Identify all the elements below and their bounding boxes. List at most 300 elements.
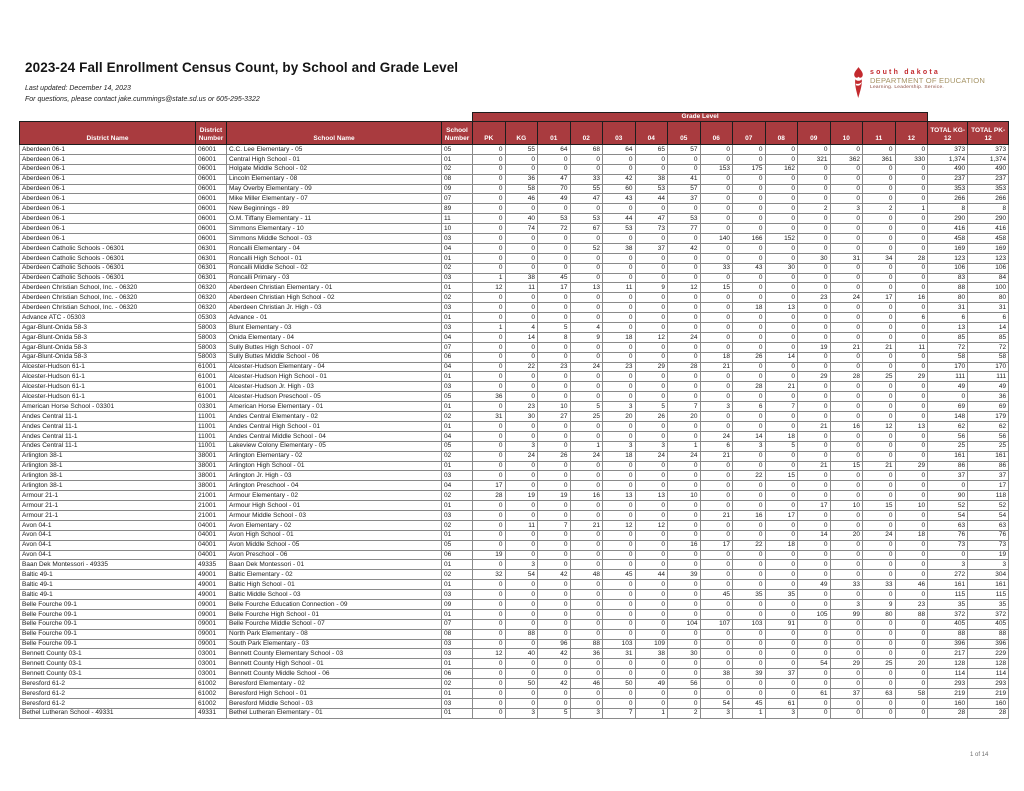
grade-08-cell: 162 <box>765 164 798 174</box>
grade-02-cell: 0 <box>570 313 603 323</box>
school-name-cell: Armour Elementary - 02 <box>227 491 442 501</box>
district-number-cell: 09001 <box>196 629 227 639</box>
grade-03-cell: 0 <box>603 560 636 570</box>
grade-04-cell: 0 <box>635 392 668 402</box>
grade-11-cell: 0 <box>863 224 896 234</box>
school-name-cell: Beresford Elementary - 02 <box>227 679 442 689</box>
grade-09-cell: 23 <box>798 293 831 303</box>
grade-11-cell: 0 <box>863 243 896 253</box>
district-name-cell: Aberdeen 06-1 <box>20 224 196 234</box>
grade-03-cell: 0 <box>603 431 636 441</box>
grade-11-cell: 0 <box>863 402 896 412</box>
total-kg12-cell: 52 <box>928 501 968 511</box>
grade-11-cell: 0 <box>863 510 896 520</box>
total-kg12-cell: 8 <box>928 204 968 214</box>
grade-12-cell: 16 <box>895 293 928 303</box>
grade-01-cell: 42 <box>538 679 571 689</box>
grade-04-cell: 0 <box>635 323 668 333</box>
grade-04-cell: 0 <box>635 669 668 679</box>
grade-09-cell: 0 <box>798 352 831 362</box>
grade-02-cell: 0 <box>570 560 603 570</box>
total-kg12-cell: 54 <box>928 510 968 520</box>
grade-07-cell: 26 <box>733 352 766 362</box>
grade-09-cell: 2 <box>798 204 831 214</box>
total-kg12-cell: 111 <box>928 372 968 382</box>
grade-07-cell: 0 <box>733 520 766 530</box>
grade-02-cell: 0 <box>570 540 603 550</box>
grade-07-cell: 0 <box>733 609 766 619</box>
grade-04-cell: 0 <box>635 461 668 471</box>
total-pk12-cell: 160 <box>968 698 1009 708</box>
school-number-cell: 03 <box>442 639 473 649</box>
grade-03-cell: 0 <box>603 540 636 550</box>
school-number-cell: 06 <box>442 669 473 679</box>
grade-07-cell: 0 <box>733 184 766 194</box>
district-name-cell: Aberdeen 06-1 <box>20 234 196 244</box>
grade-10-cell: 16 <box>830 421 863 431</box>
table-row <box>20 273 1009 283</box>
grade-11-cell: 0 <box>863 639 896 649</box>
district-number-cell: 06001 <box>196 164 227 174</box>
grade-01-cell: 0 <box>538 253 571 263</box>
school-name-cell: Bethel Lutheran Elementary - 01 <box>227 708 442 718</box>
school-number-cell: 02 <box>442 412 473 422</box>
total-pk12-cell: 161 <box>968 451 1009 461</box>
school-number-cell: 89 <box>442 204 473 214</box>
grade-03-cell: 0 <box>603 599 636 609</box>
grade-12-cell: 28 <box>895 253 928 263</box>
total-kg12-cell: 0 <box>928 392 968 402</box>
school-name-cell: Andes Central Middle School - 04 <box>227 431 442 441</box>
grade-10-cell: 0 <box>830 283 863 293</box>
school-number-cell: 09 <box>442 599 473 609</box>
school-number-cell: 02 <box>442 263 473 273</box>
grade-04-cell: 0 <box>635 164 668 174</box>
col-header-school-number: School Number <box>442 122 473 145</box>
grade-10-cell: 0 <box>830 481 863 491</box>
grade-pk-cell: 0 <box>473 520 506 530</box>
grade-05-cell: 0 <box>668 501 701 511</box>
grade-05-cell: 0 <box>668 629 701 639</box>
table-header <box>20 113 1009 145</box>
table-row <box>20 659 1009 669</box>
table-row <box>20 402 1009 412</box>
district-number-cell: 06320 <box>196 303 227 313</box>
total-pk12-cell: 62 <box>968 421 1009 431</box>
grade-01-cell: 0 <box>538 154 571 164</box>
grade-06-cell: 0 <box>700 174 733 184</box>
grade-07-cell: 0 <box>733 649 766 659</box>
total-kg12-cell: 13 <box>928 323 968 333</box>
grade-02-cell: 0 <box>570 629 603 639</box>
school-number-cell: 01 <box>442 313 473 323</box>
school-name-cell: Beresford High School - 01 <box>227 688 442 698</box>
grade-08-cell: 0 <box>765 451 798 461</box>
grade-kg-cell: 0 <box>505 263 538 273</box>
grade-02-cell: 0 <box>570 303 603 313</box>
grade-03-cell: 0 <box>603 698 636 708</box>
school-name-cell: Roncalli Primary - 03 <box>227 273 442 283</box>
district-name-cell: Agar-Blunt-Onida 58-3 <box>20 352 196 362</box>
district-name-cell: Andes Central 11-1 <box>20 441 196 451</box>
grade-07-cell: 0 <box>733 224 766 234</box>
grade-08-cell: 0 <box>765 224 798 234</box>
grade-pk-cell: 0 <box>473 194 506 204</box>
grade-07-cell: 0 <box>733 659 766 669</box>
grade-08-cell: 13 <box>765 303 798 313</box>
table-row <box>20 382 1009 392</box>
col-header-09: 09 <box>798 122 831 145</box>
district-number-cell: 06301 <box>196 273 227 283</box>
grade-02-cell: 68 <box>570 145 603 155</box>
district-number-cell: 38001 <box>196 451 227 461</box>
grade-01-cell: 0 <box>538 372 571 382</box>
grade-05-cell: 77 <box>668 224 701 234</box>
grade-03-cell: 0 <box>603 323 636 333</box>
grade-03-cell: 0 <box>603 659 636 669</box>
district-name-cell: Baan Dek Montessori - 49335 <box>20 560 196 570</box>
total-kg12-cell: 490 <box>928 164 968 174</box>
table-row <box>20 461 1009 471</box>
grade-pk-cell: 0 <box>473 609 506 619</box>
grade-05-cell: 41 <box>668 174 701 184</box>
grade-01-cell: 0 <box>538 540 571 550</box>
grade-08-cell: 0 <box>765 362 798 372</box>
grade-pk-cell: 0 <box>473 362 506 372</box>
grade-pk-cell: 1 <box>473 323 506 333</box>
grade-03-cell: 0 <box>603 392 636 402</box>
grade-10-cell: 0 <box>830 550 863 560</box>
grade-06-cell: 0 <box>700 224 733 234</box>
total-pk12-cell: 85 <box>968 332 1009 342</box>
district-number-cell: 49331 <box>196 708 227 718</box>
grade-05-cell: 0 <box>668 263 701 273</box>
grade-02-cell: 52 <box>570 243 603 253</box>
grade-07-cell: 22 <box>733 540 766 550</box>
grade-06-cell: 0 <box>700 303 733 313</box>
grade-04-cell: 0 <box>635 550 668 560</box>
grade-04-cell: 109 <box>635 639 668 649</box>
table-row <box>20 283 1009 293</box>
grade-05-cell: 0 <box>668 550 701 560</box>
grade-01-cell: 0 <box>538 392 571 402</box>
grade-08-cell: 0 <box>765 214 798 224</box>
grade-12-cell: 0 <box>895 669 928 679</box>
grade-10-cell: 99 <box>830 609 863 619</box>
grade-12-cell: 0 <box>895 540 928 550</box>
grade-02-cell: 1 <box>570 441 603 451</box>
grade-11-cell: 0 <box>863 471 896 481</box>
district-number-cell: 06301 <box>196 263 227 273</box>
grade-03-cell: 0 <box>603 352 636 362</box>
grade-09-cell: 0 <box>798 283 831 293</box>
total-kg12-cell: 83 <box>928 273 968 283</box>
grade-11-cell: 0 <box>863 698 896 708</box>
grade-01-cell: 47 <box>538 174 571 184</box>
grade-04-cell: 0 <box>635 204 668 214</box>
grade-03-cell: 18 <box>603 451 636 461</box>
grade-04-cell: 0 <box>635 599 668 609</box>
school-name-cell: Mike Miller Elementary - 07 <box>227 194 442 204</box>
total-pk12-cell: 266 <box>968 194 1009 204</box>
grade-12-cell: 0 <box>895 164 928 174</box>
grade-10-cell: 0 <box>830 313 863 323</box>
grade-09-cell: 0 <box>798 224 831 234</box>
grade-09-cell: 0 <box>798 431 831 441</box>
grade-05-cell: 0 <box>668 154 701 164</box>
grade-03-cell: 103 <box>603 639 636 649</box>
total-kg12-cell: 72 <box>928 342 968 352</box>
grade-07-cell: 3 <box>733 441 766 451</box>
total-kg12-cell: 63 <box>928 520 968 530</box>
school-number-cell: 02 <box>442 164 473 174</box>
grade-kg-cell: 36 <box>505 174 538 184</box>
grade-02-cell: 0 <box>570 619 603 629</box>
col-header-pk: PK <box>473 122 506 145</box>
grade-level-band: Grade Level <box>473 113 928 122</box>
school-name-cell: Bennett County Elementary School - 03 <box>227 649 442 659</box>
grade-06-cell: 0 <box>700 580 733 590</box>
grade-11-cell: 0 <box>863 560 896 570</box>
grade-03-cell: 0 <box>603 481 636 491</box>
total-kg12-cell: 123 <box>928 253 968 263</box>
grade-04-cell: 0 <box>635 619 668 629</box>
school-name-cell: Baltic Elementary - 02 <box>227 570 442 580</box>
grade-08-cell: 0 <box>765 501 798 511</box>
district-name-cell: Bennett County 03-1 <box>20 649 196 659</box>
grade-06-cell: 0 <box>700 649 733 659</box>
grade-08-cell: 0 <box>765 639 798 649</box>
grade-09-cell: 49 <box>798 580 831 590</box>
grade-08-cell: 5 <box>765 441 798 451</box>
grade-11-cell: 0 <box>863 619 896 629</box>
district-name-cell: Bethel Lutheran School - 49331 <box>20 708 196 718</box>
grade-kg-cell: 11 <box>505 283 538 293</box>
district-name-cell: Avon 04-1 <box>20 540 196 550</box>
district-name-cell: Aberdeen 06-1 <box>20 174 196 184</box>
grade-11-cell: 0 <box>863 234 896 244</box>
grade-06-cell: 0 <box>700 194 733 204</box>
grade-03-cell: 43 <box>603 194 636 204</box>
grade-10-cell: 0 <box>830 224 863 234</box>
grade-10-cell: 0 <box>830 669 863 679</box>
grade-08-cell: 91 <box>765 619 798 629</box>
total-pk12-cell: 72 <box>968 342 1009 352</box>
district-number-cell: 06001 <box>196 145 227 155</box>
grade-02-cell: 0 <box>570 382 603 392</box>
grade-07-cell: 0 <box>733 204 766 214</box>
grade-04-cell: 0 <box>635 352 668 362</box>
school-number-cell: 01 <box>442 609 473 619</box>
grade-08-cell: 0 <box>765 253 798 263</box>
col-header-02: 02 <box>570 122 603 145</box>
grade-10-cell: 0 <box>830 352 863 362</box>
grade-08-cell: 0 <box>765 520 798 530</box>
grade-02-cell: 0 <box>570 669 603 679</box>
grade-12-cell: 0 <box>895 303 928 313</box>
school-name-cell: Andes Central Elementary - 02 <box>227 412 442 422</box>
table-row <box>20 332 1009 342</box>
school-number-cell: 01 <box>442 580 473 590</box>
grade-10-cell: 0 <box>830 174 863 184</box>
total-pk12-cell: 229 <box>968 649 1009 659</box>
total-pk12-cell: 35 <box>968 599 1009 609</box>
grade-08-cell: 0 <box>765 461 798 471</box>
total-kg12-cell: 1,374 <box>928 154 968 164</box>
grade-03-cell: 0 <box>603 530 636 540</box>
logo-brand-top: south dakota <box>870 69 940 76</box>
grade-10-cell: 0 <box>830 629 863 639</box>
grade-09-cell: 0 <box>798 599 831 609</box>
grade-08-cell: 0 <box>765 194 798 204</box>
total-pk12-cell: 63 <box>968 520 1009 530</box>
grade-01-cell: 27 <box>538 412 571 422</box>
grade-01-cell: 0 <box>538 421 571 431</box>
grade-pk-cell: 0 <box>473 540 506 550</box>
grade-11-cell: 0 <box>863 194 896 204</box>
total-kg12-cell: 88 <box>928 629 968 639</box>
district-number-cell: 06001 <box>196 174 227 184</box>
school-name-cell: Sully Buttes High School - 07 <box>227 342 442 352</box>
grade-07-cell: 0 <box>733 313 766 323</box>
grade-11-cell: 0 <box>863 323 896 333</box>
district-name-cell: American Horse School - 03301 <box>20 402 196 412</box>
school-name-cell: O.M. Tiffany Elementary - 11 <box>227 214 442 224</box>
district-name-cell: Belle Fourche 09-1 <box>20 609 196 619</box>
grade-06-cell: 0 <box>700 659 733 669</box>
grade-10-cell: 3 <box>830 204 863 214</box>
grade-02-cell: 0 <box>570 164 603 174</box>
grade-kg-cell: 0 <box>505 204 538 214</box>
grade-06-cell: 0 <box>700 392 733 402</box>
district-number-cell: 06320 <box>196 293 227 303</box>
grade-01-cell: 0 <box>538 629 571 639</box>
grade-03-cell: 0 <box>603 510 636 520</box>
grade-03-cell: 0 <box>603 303 636 313</box>
school-number-cell: 02 <box>442 679 473 689</box>
grade-12-cell: 0 <box>895 214 928 224</box>
grade-08-cell: 0 <box>765 560 798 570</box>
grade-pk-cell: 0 <box>473 560 506 570</box>
total-kg12-cell: 31 <box>928 303 968 313</box>
grade-04-cell: 44 <box>635 570 668 580</box>
district-name-cell: Belle Fourche 09-1 <box>20 639 196 649</box>
total-pk12-cell: 114 <box>968 669 1009 679</box>
grade-09-cell: 14 <box>798 530 831 540</box>
grade-pk-cell: 0 <box>473 243 506 253</box>
table-row <box>20 323 1009 333</box>
district-number-cell: 03301 <box>196 402 227 412</box>
grade-06-cell: 0 <box>700 313 733 323</box>
grade-kg-cell: 0 <box>505 609 538 619</box>
grade-06-cell: 0 <box>700 530 733 540</box>
grade-10-cell: 0 <box>830 184 863 194</box>
grade-03-cell: 0 <box>603 471 636 481</box>
grade-05-cell: 0 <box>668 580 701 590</box>
school-number-cell: 01 <box>442 253 473 263</box>
grade-04-cell: 53 <box>635 184 668 194</box>
grade-kg-cell: 0 <box>505 481 538 491</box>
grade-11-cell: 0 <box>863 145 896 155</box>
grade-12-cell: 0 <box>895 590 928 600</box>
total-pk12-cell: 14 <box>968 323 1009 333</box>
grade-03-cell: 0 <box>603 293 636 303</box>
grade-07-cell: 16 <box>733 510 766 520</box>
grade-11-cell: 0 <box>863 590 896 600</box>
grade-pk-cell: 0 <box>473 145 506 155</box>
grade-12-cell: 0 <box>895 550 928 560</box>
total-kg12-cell: 69 <box>928 402 968 412</box>
district-number-cell: 58003 <box>196 342 227 352</box>
grade-08-cell: 0 <box>765 332 798 342</box>
total-kg12-cell: 169 <box>928 243 968 253</box>
grade-09-cell: 19 <box>798 342 831 352</box>
grade-07-cell: 0 <box>733 412 766 422</box>
grade-05-cell: 1 <box>668 441 701 451</box>
district-name-cell: Agar-Blunt-Onida 58-3 <box>20 342 196 352</box>
district-number-cell: 61002 <box>196 688 227 698</box>
grade-07-cell: 0 <box>733 174 766 184</box>
grade-01-cell: 70 <box>538 184 571 194</box>
grade-08-cell: 0 <box>765 283 798 293</box>
grade-05-cell: 57 <box>668 145 701 155</box>
grade-07-cell: 0 <box>733 501 766 511</box>
grade-05-cell: 0 <box>668 273 701 283</box>
district-name-cell: Aberdeen Christian School, Inc. - 06320 <box>20 293 196 303</box>
grade-04-cell: 0 <box>635 629 668 639</box>
grade-10-cell: 0 <box>830 234 863 244</box>
grade-05-cell: 56 <box>668 679 701 689</box>
grade-kg-cell: 3 <box>505 560 538 570</box>
grade-08-cell: 0 <box>765 293 798 303</box>
table-row <box>20 392 1009 402</box>
grade-06-cell: 0 <box>700 145 733 155</box>
district-number-cell: 06001 <box>196 194 227 204</box>
col-header-10: 10 <box>830 122 863 145</box>
grade-12-cell: 330 <box>895 154 928 164</box>
grade-08-cell: 17 <box>765 510 798 520</box>
grade-06-cell: 45 <box>700 590 733 600</box>
total-kg12-cell: 62 <box>928 421 968 431</box>
school-number-cell: 01 <box>442 402 473 412</box>
district-number-cell: 09001 <box>196 599 227 609</box>
grade-07-cell: 0 <box>733 530 766 540</box>
grade-pk-cell: 0 <box>473 382 506 392</box>
district-number-cell: 61001 <box>196 382 227 392</box>
grade-10-cell: 0 <box>830 570 863 580</box>
grade-03-cell: 0 <box>603 669 636 679</box>
grade-03-cell: 7 <box>603 708 636 718</box>
total-kg12-cell: 170 <box>928 362 968 372</box>
grade-04-cell: 26 <box>635 412 668 422</box>
grade-08-cell: 0 <box>765 688 798 698</box>
total-kg12-cell: 37 <box>928 471 968 481</box>
grade-08-cell: 21 <box>765 382 798 392</box>
grade-01-cell: 17 <box>538 283 571 293</box>
district-name-cell: Aberdeen 06-1 <box>20 145 196 155</box>
grade-04-cell: 38 <box>635 174 668 184</box>
grade-01-cell: 0 <box>538 441 571 451</box>
grade-10-cell: 0 <box>830 382 863 392</box>
grade-04-cell: 44 <box>635 194 668 204</box>
grade-05-cell: 42 <box>668 243 701 253</box>
grade-05-cell: 37 <box>668 194 701 204</box>
grade-08-cell: 0 <box>765 372 798 382</box>
total-kg12-cell: 115 <box>928 590 968 600</box>
grade-kg-cell: 0 <box>505 431 538 441</box>
grade-02-cell: 55 <box>570 184 603 194</box>
grade-05-cell: 28 <box>668 362 701 372</box>
